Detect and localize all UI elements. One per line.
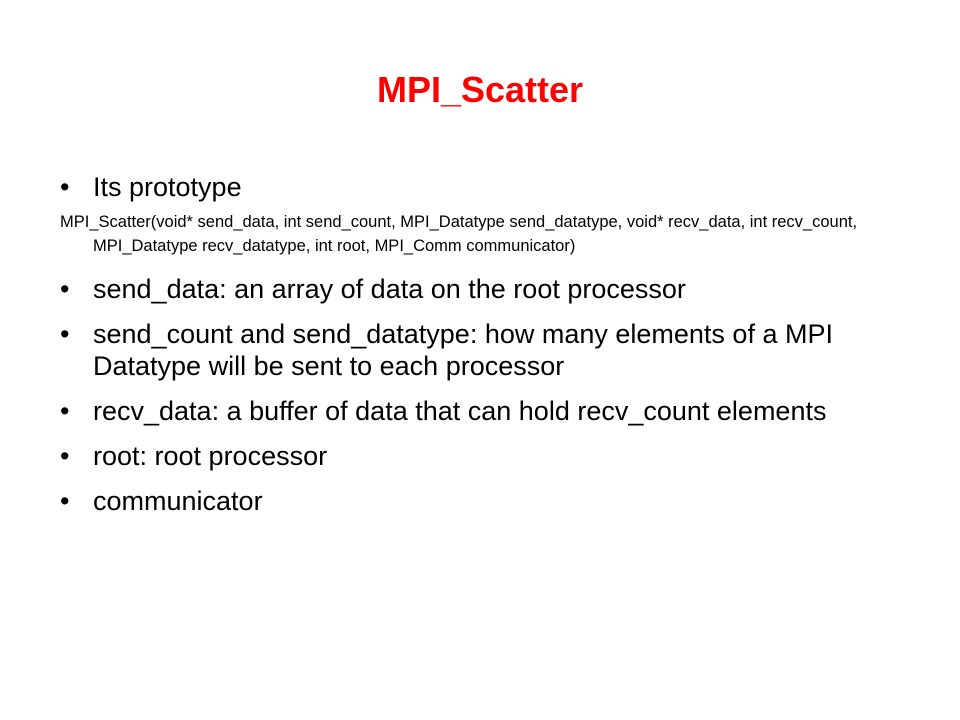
bullet-text: send_count and send_datatype: how many elements of a MPI Datatype will be sent to each processor (93, 319, 833, 381)
bullet-text: send_data: an array of data on the root processor (93, 274, 686, 304)
bullet-text: recv_data: a buffer of data that can hold recv_count elements (93, 396, 827, 426)
bullet-icon: • (60, 172, 70, 202)
bullet-text: root: root processor (93, 441, 328, 471)
bullet-icon: • (60, 319, 70, 349)
slide-title: MPI_Scatter (376, 69, 584, 110)
bullet-icon: • (60, 396, 70, 426)
bullet-item (60, 273, 880, 305)
slide-body (60, 171, 880, 517)
prototype-signature: MPI_Scatter(void* send_data, int send_count, MPI_Datatype send_datatype, void* recv_data, int recv_count, MPI_Datatype recv_datatype, int root, MPI_Comm communicator) (60, 213, 858, 255)
bullet-text: Its prototype (93, 172, 242, 202)
bullet-item (60, 440, 880, 472)
bullet-icon: • (60, 441, 70, 471)
bullet-item (60, 395, 880, 427)
bullet-item (60, 318, 880, 382)
bullet-text: communicator (93, 486, 263, 516)
bullet-item (60, 485, 880, 517)
bullet-item (60, 171, 880, 203)
bullet-icon: • (60, 486, 70, 516)
bullet-icon: • (60, 274, 70, 304)
